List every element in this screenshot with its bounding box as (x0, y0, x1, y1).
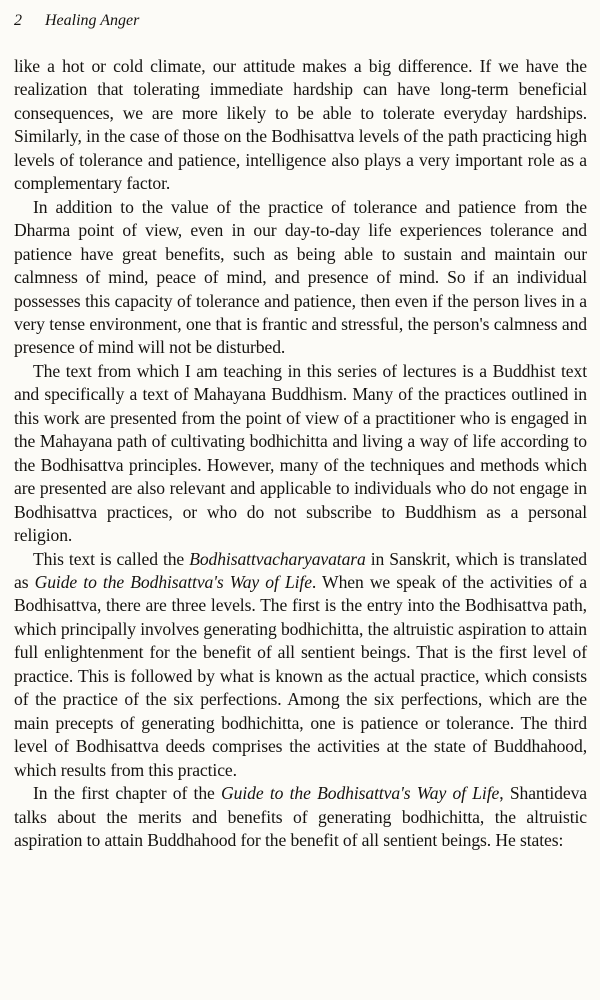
text-run: like a hot or cold climate, our attitude makes a big difference. If we have the realization that tolerating immediate hardship can have long-term beneficial consequences, we are more likely to be able to tolerate everyday hardships. Similarly, in the case of those on the Bodhisattva levels of the path practicing high levels of tolerance and patience, intelligence also plays a very important role as a complementary factor. (14, 56, 587, 194)
running-title: Healing Anger (45, 12, 140, 29)
text-run: In the first chapter of the (33, 783, 222, 804)
paragraph (14, 548, 587, 783)
text-run: The text from which I am teaching in this series of lectures is a Buddhist text and specifically a text of Mahayana Buddhism. Many of the practices outlined in this work are presented from the point of view of a practitioner who is engaged in the Mahayana path of cultivating bodhichitta and living a way of life according to the Bodhisattva principles. However, many of the techniques and methods which are presented are also relevant and applicable to individuals who do not engage in Bodhisattva practices, or who do not subscribe to Buddhism as a personal religion. (14, 360, 587, 546)
book-title-italic: Guide to the Bodhisattva's Way of Life (34, 571, 312, 592)
text-run: In addition to the value of the practice of tolerance and patience from the Dharma point of view, even in our day-to-day life experiences tolerance and patience have great benefits, such as being able to sustain and maintain our calmness of mind, peace of mind, and presence of mind. So if an individual possesses this capacity of tolerance and patience, then even if the person lives in a very tense environment, one that is frantic and stressful, the person's calmness and presence of mind will not be disturbed. (14, 196, 587, 358)
page-body (14, 55, 587, 852)
paragraph (14, 196, 587, 360)
text-run: . When we speak of the activities of a Bodhisattva, there are three levels. The first is the entry into the Bodhisattva path, which principally involves generating bodhichitta, the altruistic aspiration to attain full enlightenment for the benefit of all sentient beings. That is the first level of practice. This is followed by what is known as the actual practice, which consists of the practice of the six perfections. Among the six perfections, which are the main precepts of generating bodhichitta, one is patience or tolerance. The third level of Bodhisattva deeds comprises the activities at the state of Buddhahood, which results from this practice. (14, 571, 587, 780)
text-run: This text is called the (33, 548, 190, 569)
text-run: in Sanskrit, which is translated as (14, 548, 587, 592)
page-header (14, 11, 587, 30)
paragraph (14, 55, 587, 196)
book-title-italic: Guide to the Bodhisattva's Way of Life (221, 783, 500, 804)
book-title-italic: Bodhisattvacharyavatara (189, 548, 366, 569)
page-number: 2 (14, 12, 22, 29)
text-run: , Shantideva talks about the merits and benefits of generating bodhichitta, the altruistic aspiration to attain Buddhahood for the benefit of all sentient beings. He states: (14, 783, 587, 850)
paragraph (14, 360, 587, 548)
paragraph (14, 782, 587, 852)
